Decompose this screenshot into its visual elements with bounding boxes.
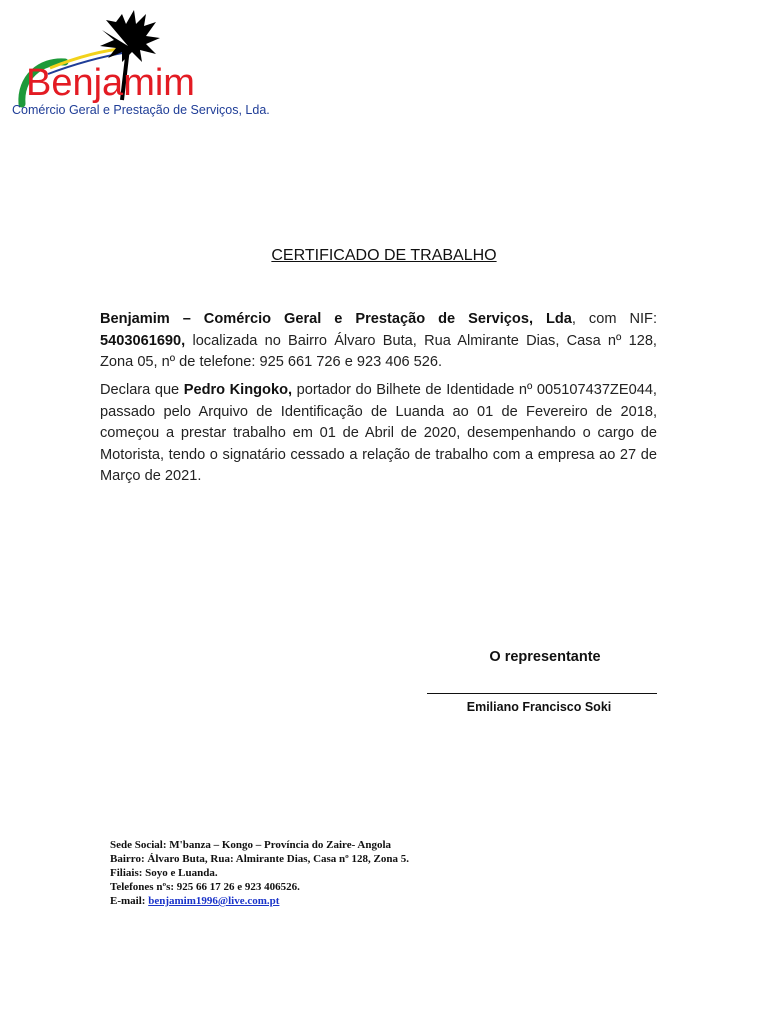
declaration-body: portador do Bilhete de Identidade nº 005107437ZE044, passado pelo Arquivo de Identificação de Luanda ao 01 de Fevereiro de 2018, começou a prestar trabalho em 01 de Abril de 2020, desempenhando o cargo de Motorista, tendo o signatário cessado a relação de trabalho com a empresa ao 27 de Março de 2021. [100, 382, 657, 485]
footer-address: Bairro: Álvaro Buta, Rua: Almirante Dias, Casa nº 128, Zona 5. [110, 853, 410, 865]
footer-contact [110, 838, 409, 908]
document-title: CERTIFICADO DE TRABALHO [271, 247, 497, 264]
nif-number: 5403061690, [100, 332, 186, 349]
footer-email-link[interactable]: benjamim1996@live.com.pt [148, 895, 280, 907]
company-name: Benjamim – Comércio Geral e Prestação de Serviços, Lda [100, 311, 572, 327]
nif-intro: , com NIF: [571, 311, 658, 327]
declaration-intro: Declara que [100, 382, 184, 398]
footer-phones: Telefones nºs: 925 66 17 26 e 923 406526. [110, 881, 300, 893]
company-paragraph [100, 309, 657, 374]
employee-name: Pedro Kingoko, [183, 382, 293, 398]
company-address: localizada no Bairro Álvaro Buta, Rua Almirante Dias, Casa nº 128, Zona 05, nº de telefone: 925 661 726 e 923 406 526. [100, 332, 657, 371]
footer-headquarters: Sede Social: M'banza – Kongo – Província do Zaire- Angola [110, 839, 392, 851]
footer-email-line [110, 894, 409, 908]
declaration-paragraph [100, 380, 657, 488]
signatory-name: Emiliano Francisco Soki [466, 700, 612, 714]
logo-tagline: Comércio Geral e Prestação de Serviços, Lda. [12, 103, 270, 117]
signature-line [427, 693, 657, 694]
logo-brand-name: Benjamim [26, 62, 195, 104]
company-logo [10, 8, 280, 118]
signature-title: O representante [489, 649, 601, 665]
footer-branches: Filiais: Soyo e Luanda. [110, 867, 218, 879]
footer-email-label: E-mail: [110, 895, 149, 907]
